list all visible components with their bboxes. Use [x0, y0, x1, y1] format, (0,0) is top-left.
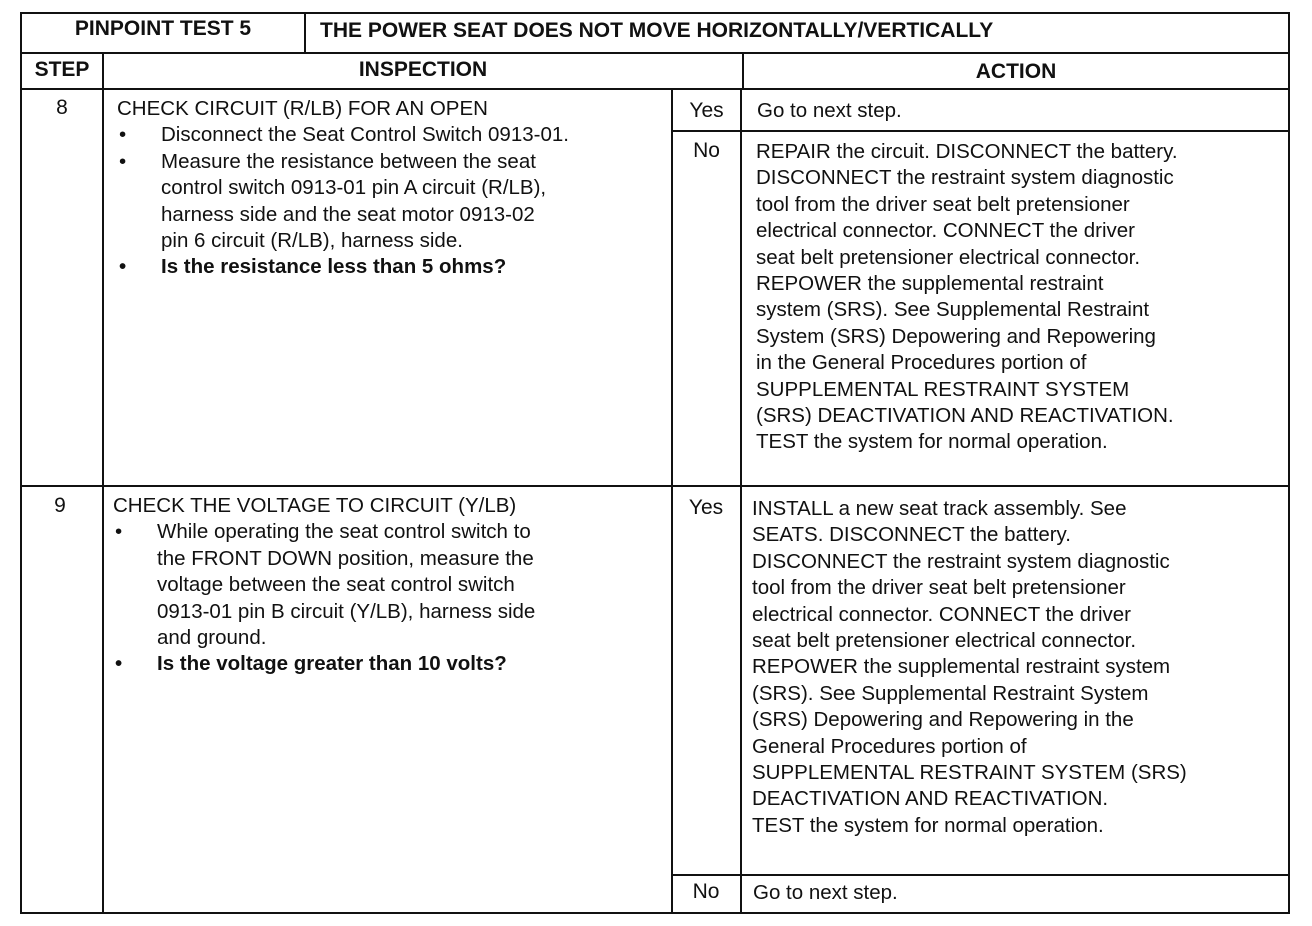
action-line: REPOWER the supplemental restraint system: [752, 655, 1171, 679]
question-text: Is the resistance less than 5 ohms?: [161, 255, 507, 279]
action-column-header: ACTION: [975, 60, 1057, 83]
pinpoint-test-label: PINPOINT TEST 5: [74, 17, 252, 40]
action-line: tool from the driver seat belt pretensioner: [756, 192, 1130, 216]
action-line: (SRS) Depowering and Repowering in the: [752, 708, 1134, 732]
action-line: Go to next step.: [753, 881, 898, 904]
action-line: TEST the system for normal operation.: [752, 813, 1104, 837]
bullet-item: • While operating the seat control switch to the FRONT DOWN position, measure the voltage between the seat control switch 0913-01 pin B circuit (Y/LB), harness side and ground.: [115, 520, 536, 650]
action-line: Go to next step.: [757, 99, 902, 122]
action-line: seat belt pretensioner electrical connector.: [752, 629, 1137, 653]
action-line: seat belt pretensioner electrical connector.: [756, 245, 1141, 269]
header-divider: [20, 52, 1290, 54]
action-line: electrical connector. CONNECT the driver: [752, 602, 1132, 626]
bullet-text: Measure the resistance between the seat: [161, 149, 536, 173]
action-line: (SRS) DEACTIVATION AND REACTIVATION.: [756, 404, 1174, 428]
step-number: 8: [56, 96, 68, 119]
yesno-action-divider: [740, 88, 742, 914]
action-line: REPAIR the circuit. DISCONNECT the battery.: [756, 140, 1178, 163]
action-line: electrical connector. CONNECT the driver: [756, 219, 1136, 243]
bullet-text: Disconnect the Seat Control Switch 0913-01.: [161, 123, 569, 147]
column-header-divider: [20, 88, 1290, 90]
bullet-text: the FRONT DOWN position, measure the: [157, 546, 534, 570]
inspection-title: CHECK THE VOLTAGE TO CIRCUIT (Y/LB): [113, 494, 517, 517]
question-text: Is the voltage greater than 10 volts?: [157, 652, 507, 676]
action-line: System (SRS) Depowering and Repowering: [756, 324, 1156, 348]
inspection-bullets: [117, 122, 569, 280]
title-divider: [304, 12, 306, 53]
step-column-header: STEP: [34, 58, 90, 81]
inspection-cell: [113, 493, 535, 678]
no-action: [753, 880, 898, 906]
bullet-item: • Disconnect the Seat Control Switch 0913-01.: [119, 123, 569, 147]
action-line: (SRS). See Supplemental Restraint System: [752, 681, 1149, 705]
inspection-title: CHECK CIRCUIT (R/LB) FOR AN OPEN: [117, 97, 488, 120]
action-line: SUPPLEMENTAL RESTRAINT SYSTEM: [756, 377, 1130, 401]
action-line: system (SRS). See Supplemental Restraint: [756, 298, 1150, 322]
bullet-text: voltage between the seat control switch: [157, 573, 515, 597]
action-line: REPOWER the supplemental restraint: [756, 272, 1104, 296]
action-line: TEST the system for normal operation.: [756, 430, 1108, 454]
step9-yes-no-divider: [672, 874, 1290, 876]
pinpoint-test-title: THE POWER SEAT DOES NOT MOVE HORIZONTALLY/VERTICALLY: [320, 19, 994, 42]
yes-label: Yes: [688, 496, 724, 519]
action-line: tool from the driver seat belt pretensioner: [752, 576, 1126, 600]
bullet-text: While operating the seat control switch to: [157, 520, 531, 544]
inspection-bullets: [113, 519, 535, 677]
yes-action: [757, 98, 902, 124]
action-line: in the General Procedures portion of: [756, 351, 1087, 375]
no-label: No: [693, 139, 720, 162]
bullet-text: harness side and the seat motor 0913-02: [161, 202, 535, 226]
inspection-cell: [117, 96, 569, 281]
inspection-column-header: INSPECTION: [358, 58, 488, 81]
yes-label: Yes: [689, 99, 724, 122]
action-line: DISCONNECT the restraint system diagnostic: [756, 166, 1174, 190]
action-line: DISCONNECT the restraint system diagnostic: [752, 549, 1170, 573]
step-column-divider: [102, 52, 104, 914]
bullet-question: • Is the voltage greater than 10 volts?: [115, 652, 507, 676]
no-action: [756, 139, 1178, 456]
action-line: SUPPLEMENTAL RESTRAINT SYSTEM (SRS): [752, 761, 1187, 785]
bullet-text: and ground.: [157, 626, 267, 650]
bullet-text: 0913-01 pin B circuit (Y/LB), harness side: [157, 599, 536, 623]
action-line: General Procedures portion of: [752, 734, 1027, 758]
action-line: INSTALL a new seat track assembly. See: [752, 497, 1127, 520]
action-line: SEATS. DISCONNECT the battery.: [752, 523, 1071, 547]
action-line: DEACTIVATION AND REACTIVATION.: [752, 787, 1109, 811]
step8-yes-no-divider: [672, 130, 1290, 132]
no-label: No: [692, 880, 720, 903]
step-number: 9: [54, 494, 66, 517]
bullet-text: pin 6 circuit (R/LB), harness side.: [161, 229, 463, 253]
bullet-text: control switch 0913-01 pin A circuit (R/LB),: [161, 176, 547, 200]
step-divider: [20, 485, 1290, 487]
yes-action: [752, 496, 1187, 839]
bullet-item: • Measure the resistance between the seat control switch 0913-01 pin A circuit (R/LB), harness side and the seat motor 0913-02 pin 6 circuit (R/LB), harness side.: [119, 149, 547, 253]
bullet-question: • Is the resistance less than 5 ohms?: [119, 255, 507, 279]
